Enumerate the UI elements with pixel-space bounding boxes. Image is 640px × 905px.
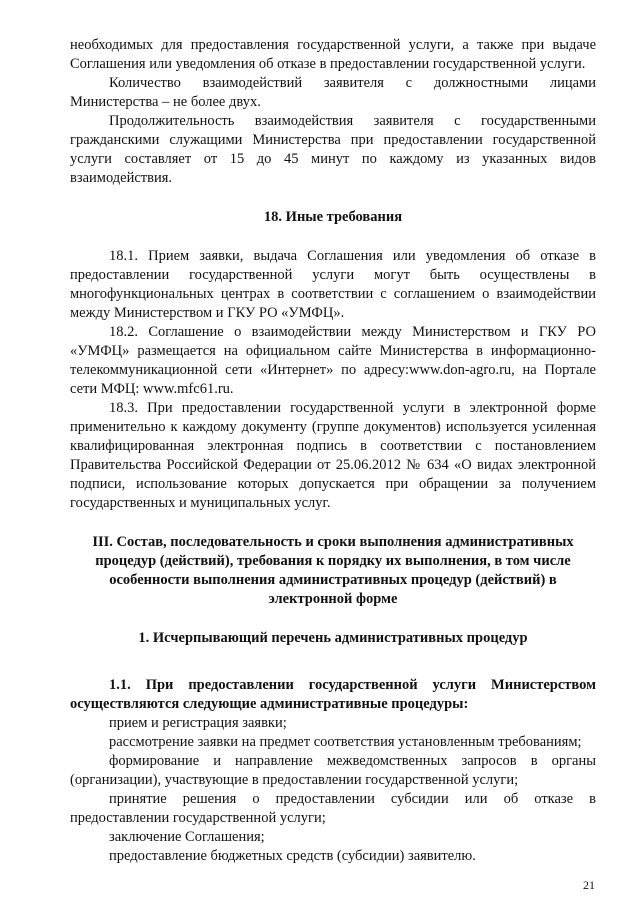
clause-18-1: 18.1. Прием заявки, выдача Соглашения или уведомления об отказе в предоставлении государственной услуги могут быть осуществлены в многофункциональных центрах в соответствии с соглашением о взаимодействии между Министерством и ГКУ РО «УМФЦ». (70, 248, 596, 321)
section-3-heading: III. Состав, последовательность и сроки выполнения административных процедур (действий), требования к порядку их выполнения, в том числе особенности выполнения административных процедур (действий) в электронной форме (92, 534, 574, 607)
clause-18-2: 18.2. Соглашение о взаимодействии между Министерством и ГКУ РО «УМФЦ» размещается на официальном сайте Министерства в информационно-телекоммуникационной сети «Интернет» по адресу:www.don-agro.ru, на Портале сети МФЦ: www.mfc61.ru. (70, 324, 596, 397)
procedure-item: принятие решения о предоставлении субсидии или об отказе в предоставлении государственной услуги; (70, 791, 596, 826)
procedure-item: предоставление бюджетных средств (субсидии) заявителю. (109, 848, 476, 864)
page-number: 21 (583, 878, 595, 892)
procedure-item: прием и регистрация заявки; (109, 715, 287, 731)
page-content (70, 36, 596, 866)
interaction-duration-paragraph: Продолжительность взаимодействия заявителя с государственными гражданскими служащими Министерства при предоставлении государственной услуги составляет от 15 до 45 минут по каждому из указанных видов взаимодействия. (70, 113, 596, 186)
clause-18-3: 18.3. При предоставлении государственной услуги в электронной форме применительно к каждому документу (группе документов) используется усиленная квалифицированная электронная подпись в соответствии с постановлением Правительства Российской Федерации от 25.06.2012 № 634 «О видах электронной подписи, использование которых допускается при обращении за получением государственных и муниципальных услуг. (70, 400, 596, 511)
subsection-1-heading: 1. Исчерпывающий перечень административных процедур (138, 630, 528, 646)
section-18-heading: 18. Иные требования (263, 209, 403, 225)
procedure-item: заключение Соглашения; (109, 829, 265, 845)
procedure-item: рассмотрение заявки на предмет соответствия установленным требованиям; (109, 734, 582, 750)
continuation-paragraph: необходимых для предоставления государственной услуги, а также при выдаче Соглашения или уведомления об отказе в предоставлении государственной услуги. (70, 37, 596, 72)
interaction-count-paragraph: Количество взаимодействий заявителя с должностными лицами Министерства – не более двух. (70, 75, 596, 110)
procedure-item: формирование и направление межведомственных запросов в органы (организации), участвующие в предоставлении государственной услуги; (70, 753, 596, 788)
clause-1-1-intro: 1.1. При предоставлении государственной услуги Министерством осуществляются следующие административные процедуры: (70, 677, 596, 712)
